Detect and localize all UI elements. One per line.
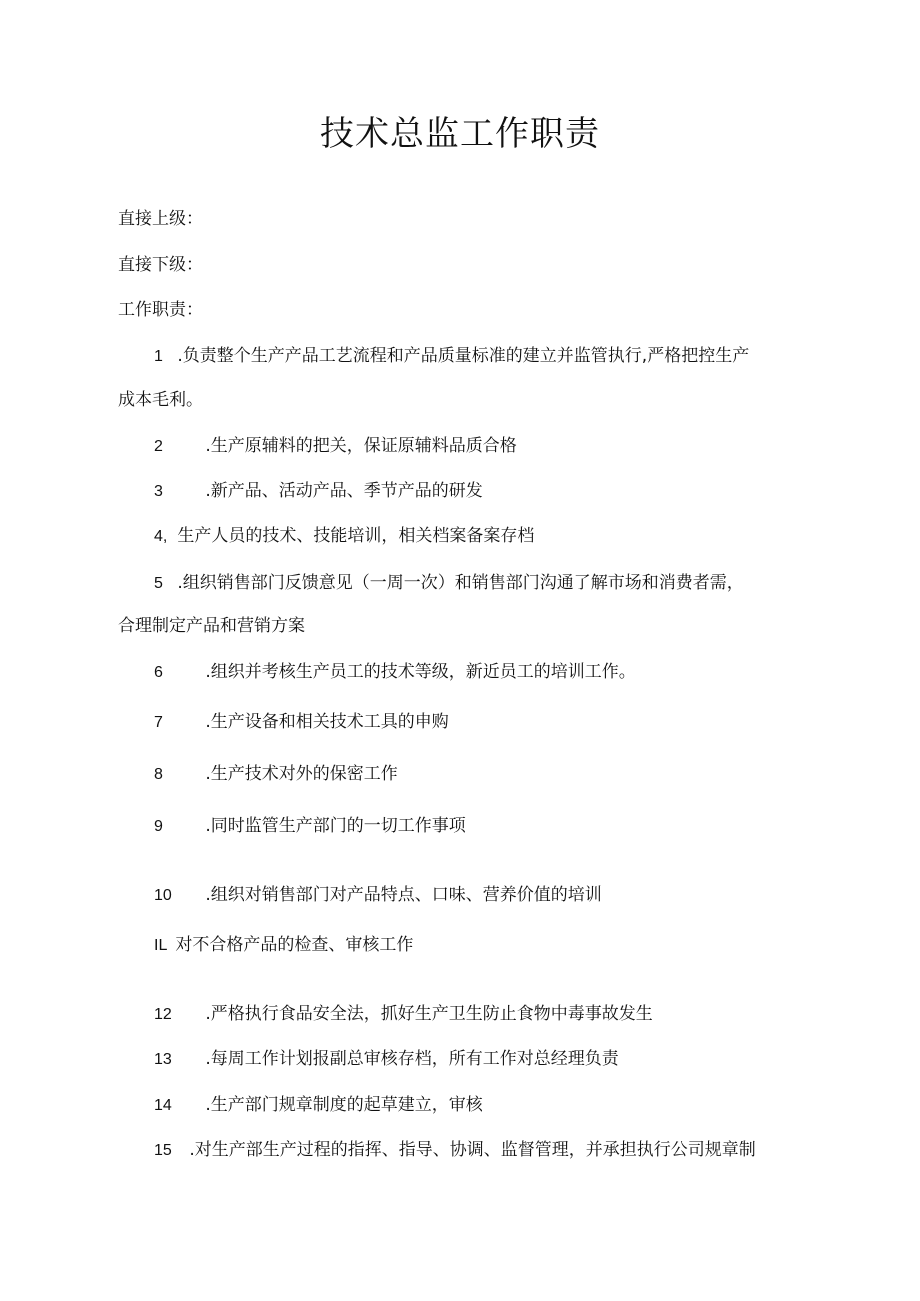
item-number: 9 (154, 818, 163, 835)
direct-superior-label: 直接上级： (118, 209, 203, 229)
list-item (154, 479, 483, 504)
item-text: .生产设备和相关技术工具的申购 (205, 712, 449, 732)
list-item (154, 660, 636, 685)
item-number: 4, (154, 528, 168, 545)
item-text: .生产部门规章制度的起草建立，审核 (205, 1095, 483, 1115)
item-number: 14 (154, 1097, 172, 1114)
list-item (154, 1047, 619, 1072)
list-item (154, 571, 744, 596)
item-number: 8 (154, 766, 163, 783)
document-title: 技术总监工作职责 (320, 114, 600, 154)
item-continuation: 成本毛利。 (118, 390, 203, 410)
item-number: 6 (154, 664, 163, 681)
item-text: .组织并考核生产员工的技术等级，新近员工的培训工作。 (205, 662, 636, 682)
item-text: .组织销售部门反馈意见（一周一次）和销售部门沟通了解市场和消费者需， (177, 573, 744, 593)
list-item (154, 1138, 756, 1163)
item-number: 3 (154, 483, 163, 500)
list-item (154, 344, 749, 369)
item-number: 1 (154, 348, 163, 365)
item-text: .每周工作计划报副总审核存档，所有工作对总经理负责 (205, 1049, 619, 1069)
item-text: .同时监管生产部门的一切工作事项 (205, 816, 466, 836)
list-item (154, 814, 466, 839)
list-item (154, 933, 413, 958)
item-text: .对生产部生产过程的指挥、指导、协调、监督管理，并承担执行公司规章制 (189, 1140, 756, 1160)
item-continuation: 合理制定产品和营销方案 (118, 616, 305, 636)
item-text: .负责整个生产产品工艺流程和产品质量标准的建立并监管执行,严格把控生产 (177, 346, 750, 366)
item-number: 13 (154, 1051, 172, 1068)
item-number: 10 (154, 887, 172, 904)
item-text: .新产品、活动产品、季节产品的研发 (205, 481, 483, 501)
item-text: .组织对销售部门对产品特点、口味、营养价值的培训 (205, 885, 602, 905)
list-item (154, 434, 517, 459)
list-item (154, 762, 398, 787)
item-number: 7 (154, 714, 163, 731)
item-text: .生产原辅料的把关，保证原辅料品质合格 (205, 436, 517, 456)
list-item (154, 1093, 483, 1118)
item-number: 2 (154, 438, 163, 455)
list-item (154, 1002, 653, 1027)
item-text: .生产技术对外的保密工作 (205, 764, 398, 784)
item-number: 15 (154, 1142, 172, 1159)
list-item (154, 710, 449, 735)
item-number: 5 (154, 575, 163, 592)
item-text: .严格执行食品安全法，抓好生产卫生防止食物中毒事故发生 (205, 1004, 653, 1024)
list-item (154, 524, 534, 549)
item-number: IL (154, 937, 168, 954)
duties-heading: 工作职责： (118, 300, 203, 320)
item-text: 对不合格产品的检查、审核工作 (175, 935, 414, 955)
item-text: 生产人员的技术、技能培训，相关档案备案存档 (177, 526, 535, 546)
list-item (154, 883, 602, 908)
item-number: 12 (154, 1006, 172, 1023)
direct-subordinate-label: 直接下级： (118, 255, 203, 275)
